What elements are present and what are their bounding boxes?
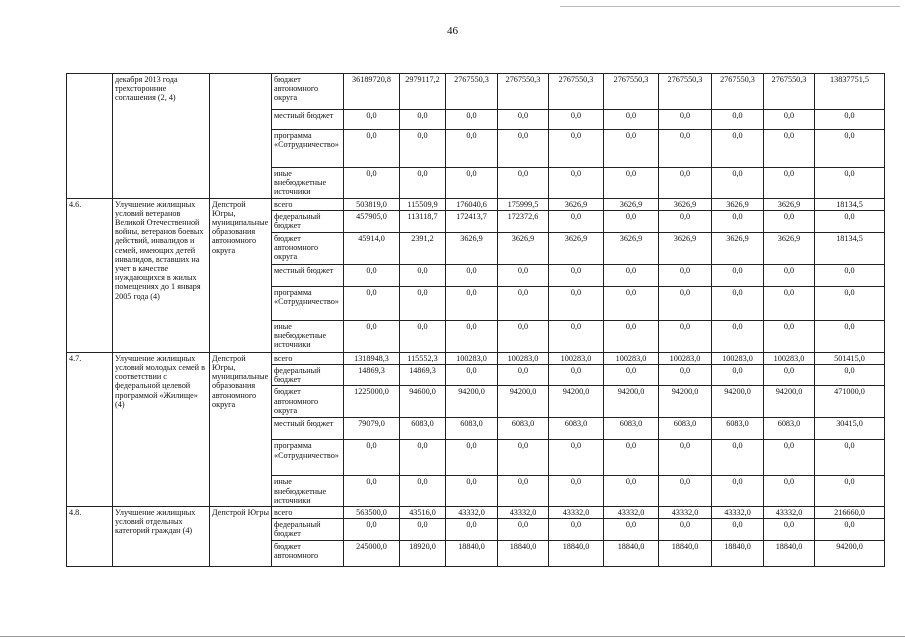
amount-cell: 100283,0 — [498, 352, 549, 364]
amount-cell: 0,0 — [604, 110, 659, 130]
amount-cell: 0,0 — [446, 168, 498, 199]
amount-cell: 6083,0 — [604, 418, 659, 440]
amount-cell: 0,0 — [549, 519, 604, 540]
amount-cell: 0,0 — [446, 365, 498, 386]
amount-cell: 36189720,8 — [344, 74, 400, 110]
amount-cell: 0,0 — [764, 519, 815, 540]
amount-cell: 6083,0 — [400, 418, 446, 440]
amount-cell: 0,0 — [549, 130, 604, 168]
page-number: 46 — [447, 25, 458, 37]
amount-cell: 0,0 — [604, 519, 659, 540]
amount-cell: 0,0 — [815, 440, 885, 476]
amount-cell: 13837751,5 — [815, 74, 885, 110]
amount-cell: 0,0 — [815, 286, 885, 320]
amount-cell: 100283,0 — [764, 352, 815, 364]
amount-cell: 0,0 — [549, 286, 604, 320]
amount-cell: 100283,0 — [604, 352, 659, 364]
amount-cell: 3626,9 — [604, 198, 659, 210]
amount-cell: 94200,0 — [604, 386, 659, 418]
executor: Депстрой Югры — [210, 507, 272, 567]
amount-cell: 0,0 — [604, 210, 659, 232]
amount-cell: 0,0 — [498, 440, 549, 476]
amount-cell: 94200,0 — [764, 386, 815, 418]
amount-cell: 115509,9 — [400, 198, 446, 210]
amount-cell: 0,0 — [344, 519, 400, 540]
amount-cell: 0,0 — [815, 130, 885, 168]
scan-edge-bottom — [0, 636, 905, 637]
amount-cell: 1225000,0 — [344, 386, 400, 418]
amount-cell: 0,0 — [659, 130, 712, 168]
amount-cell: 245000,0 — [344, 540, 400, 566]
amount-cell: 0,0 — [498, 110, 549, 130]
amount-cell: 0,0 — [712, 476, 764, 507]
amount-cell: 94200,0 — [659, 386, 712, 418]
amount-cell: 100283,0 — [712, 352, 764, 364]
amount-cell: 0,0 — [549, 110, 604, 130]
amount-cell: 0,0 — [712, 320, 764, 352]
amount-cell: 100283,0 — [549, 352, 604, 364]
amount-cell: 0,0 — [659, 286, 712, 320]
amount-cell: 0,0 — [400, 168, 446, 199]
amount-cell: 0,0 — [400, 110, 446, 130]
amount-cell: 2767550,3 — [604, 74, 659, 110]
amount-cell: 0,0 — [815, 519, 885, 540]
amount-cell: 0,0 — [604, 168, 659, 199]
amount-cell: 0,0 — [659, 320, 712, 352]
amount-cell: 175999,5 — [498, 198, 549, 210]
amount-cell: 0,0 — [815, 210, 885, 232]
amount-cell: 0,0 — [344, 264, 400, 286]
funding-source: местный бюджет — [272, 418, 344, 440]
amount-cell: 43332,0 — [604, 507, 659, 519]
amount-cell: 0,0 — [446, 286, 498, 320]
amount-cell: 94200,0 — [446, 386, 498, 418]
amount-cell: 0,0 — [549, 264, 604, 286]
executor: Депстрой Югры, муниципальные образования автономного округа — [210, 352, 272, 506]
amount-cell: 0,0 — [604, 130, 659, 168]
amount-cell: 0,0 — [764, 130, 815, 168]
amount-cell: 0,0 — [815, 365, 885, 386]
amount-cell: 43332,0 — [446, 507, 498, 519]
amount-cell: 94600,0 — [400, 386, 446, 418]
item-number: 4.8. — [67, 507, 113, 567]
funding-source: бюджет автономного округа — [272, 386, 344, 418]
amount-cell: 0,0 — [712, 210, 764, 232]
amount-cell: 100283,0 — [659, 352, 712, 364]
amount-cell: 100283,0 — [446, 352, 498, 364]
amount-cell: 18840,0 — [498, 540, 549, 566]
amount-cell: 0,0 — [659, 264, 712, 286]
amount-cell: 0,0 — [446, 110, 498, 130]
amount-cell: 216660,0 — [815, 507, 885, 519]
amount-cell: 6083,0 — [498, 418, 549, 440]
amount-cell: 0,0 — [344, 168, 400, 199]
amount-cell: 3626,9 — [764, 198, 815, 210]
item-number: 4.6. — [67, 198, 113, 352]
amount-cell: 0,0 — [344, 320, 400, 352]
amount-cell: 0,0 — [712, 440, 764, 476]
amount-cell: 0,0 — [764, 476, 815, 507]
amount-cell: 0,0 — [712, 519, 764, 540]
budget-table-body — [67, 74, 885, 567]
amount-cell: 457905,0 — [344, 210, 400, 232]
amount-cell: 563500,0 — [344, 507, 400, 519]
amount-cell: 2391,2 — [400, 232, 446, 264]
funding-source: иные внебюджетные источники — [272, 320, 344, 352]
amount-cell: 0,0 — [400, 519, 446, 540]
funding-source: всего — [272, 352, 344, 364]
amount-cell: 0,0 — [712, 168, 764, 199]
amount-cell: 14869,3 — [344, 365, 400, 386]
amount-cell: 0,0 — [712, 286, 764, 320]
amount-cell: 0,0 — [659, 440, 712, 476]
amount-cell: 0,0 — [498, 286, 549, 320]
amount-cell: 3626,9 — [549, 232, 604, 264]
amount-cell: 43332,0 — [764, 507, 815, 519]
amount-cell: 3626,9 — [498, 232, 549, 264]
amount-cell: 0,0 — [498, 130, 549, 168]
amount-cell: 0,0 — [604, 286, 659, 320]
funding-source: программа «Сотрудничество» — [272, 130, 344, 168]
amount-cell: 3626,9 — [549, 198, 604, 210]
amount-cell: 0,0 — [549, 210, 604, 232]
table-row — [67, 198, 885, 210]
amount-cell: 0,0 — [712, 365, 764, 386]
amount-cell: 2767550,3 — [659, 74, 712, 110]
amount-cell: 0,0 — [659, 365, 712, 386]
amount-cell: 0,0 — [712, 264, 764, 286]
amount-cell: 43332,0 — [498, 507, 549, 519]
amount-cell: 0,0 — [549, 440, 604, 476]
amount-cell: 3626,9 — [764, 232, 815, 264]
amount-cell: 3626,9 — [604, 232, 659, 264]
amount-cell: 0,0 — [815, 476, 885, 507]
measure-name: Улучшение жилищных условий ветеранов Великой Отечественной войны, ветеранов боевых действий, инвалидов и семей, имеющих детей инвалидов, вставших на учет в качестве нуждающихся в жилых помещениях до 1 января 2005 года (4) — [113, 198, 210, 352]
amount-cell: 172372,6 — [498, 210, 549, 232]
amount-cell: 0,0 — [764, 264, 815, 286]
funding-source: всего — [272, 507, 344, 519]
funding-source: бюджет автономного округа — [272, 232, 344, 264]
amount-cell: 0,0 — [498, 519, 549, 540]
amount-cell: 0,0 — [815, 110, 885, 130]
amount-cell: 43332,0 — [659, 507, 712, 519]
amount-cell: 14869,3 — [400, 365, 446, 386]
amount-cell: 0,0 — [764, 365, 815, 386]
amount-cell: 0,0 — [446, 320, 498, 352]
funding-source: местный бюджет — [272, 110, 344, 130]
budget-table — [66, 73, 885, 567]
amount-cell: 0,0 — [712, 110, 764, 130]
amount-cell: 172413,7 — [446, 210, 498, 232]
amount-cell: 3626,9 — [446, 232, 498, 264]
amount-cell: 0,0 — [344, 286, 400, 320]
measure-name: декабря 2013 года трехсторонние соглашения (2, 4) — [113, 74, 210, 199]
amount-cell: 18840,0 — [764, 540, 815, 566]
table-row — [67, 507, 885, 519]
amount-cell: 0,0 — [446, 476, 498, 507]
amount-cell: 0,0 — [549, 476, 604, 507]
amount-cell: 0,0 — [400, 130, 446, 168]
item-number — [67, 74, 113, 199]
funding-source: программа «Сотрудничество» — [272, 440, 344, 476]
amount-cell: 0,0 — [659, 168, 712, 199]
amount-cell: 0,0 — [604, 365, 659, 386]
amount-cell: 2767550,3 — [764, 74, 815, 110]
amount-cell: 0,0 — [764, 440, 815, 476]
amount-cell: 0,0 — [604, 476, 659, 507]
amount-cell: 0,0 — [549, 320, 604, 352]
amount-cell: 0,0 — [400, 286, 446, 320]
amount-cell: 0,0 — [712, 130, 764, 168]
amount-cell: 6083,0 — [712, 418, 764, 440]
amount-cell: 94200,0 — [549, 386, 604, 418]
amount-cell: 0,0 — [400, 440, 446, 476]
amount-cell: 0,0 — [498, 264, 549, 286]
amount-cell: 0,0 — [659, 210, 712, 232]
amount-cell: 18840,0 — [549, 540, 604, 566]
amount-cell: 0,0 — [344, 110, 400, 130]
amount-cell: 0,0 — [764, 168, 815, 199]
amount-cell: 0,0 — [764, 110, 815, 130]
funding-source: федеральный бюджет — [272, 210, 344, 232]
amount-cell: 1318948,3 — [344, 352, 400, 364]
scan-edge-top — [560, 6, 900, 7]
amount-cell: 0,0 — [446, 130, 498, 168]
amount-cell: 0,0 — [815, 320, 885, 352]
amount-cell: 0,0 — [400, 264, 446, 286]
amount-cell: 0,0 — [446, 519, 498, 540]
amount-cell: 113118,7 — [400, 210, 446, 232]
amount-cell: 0,0 — [400, 320, 446, 352]
amount-cell: 30415,0 — [815, 418, 885, 440]
amount-cell: 0,0 — [344, 130, 400, 168]
amount-cell: 6083,0 — [446, 418, 498, 440]
amount-cell: 94200,0 — [712, 386, 764, 418]
amount-cell: 18134,5 — [815, 198, 885, 210]
amount-cell: 18840,0 — [604, 540, 659, 566]
amount-cell: 0,0 — [604, 264, 659, 286]
amount-cell: 176040,6 — [446, 198, 498, 210]
amount-cell: 6083,0 — [549, 418, 604, 440]
amount-cell: 503819,0 — [344, 198, 400, 210]
amount-cell: 0,0 — [400, 476, 446, 507]
amount-cell: 0,0 — [549, 365, 604, 386]
amount-cell: 0,0 — [815, 264, 885, 286]
amount-cell: 3626,9 — [659, 232, 712, 264]
amount-cell: 0,0 — [659, 476, 712, 507]
amount-cell: 45914,0 — [344, 232, 400, 264]
amount-cell: 43516,0 — [400, 507, 446, 519]
amount-cell: 115552,3 — [400, 352, 446, 364]
item-number: 4.7. — [67, 352, 113, 506]
funding-source: федеральный бюджет — [272, 365, 344, 386]
amount-cell: 501415,0 — [815, 352, 885, 364]
amount-cell: 18134,5 — [815, 232, 885, 264]
amount-cell: 2767550,3 — [712, 74, 764, 110]
amount-cell: 0,0 — [659, 519, 712, 540]
amount-cell: 3626,9 — [659, 198, 712, 210]
funding-source: местный бюджет — [272, 264, 344, 286]
funding-source: всего — [272, 198, 344, 210]
amount-cell: 471000,0 — [815, 386, 885, 418]
measure-name: Улучшение жилищных условий отдельных категорий граждан (4) — [113, 507, 210, 567]
amount-cell: 43332,0 — [712, 507, 764, 519]
amount-cell: 0,0 — [446, 264, 498, 286]
funding-source: федеральный бюджет — [272, 519, 344, 540]
amount-cell: 43332,0 — [549, 507, 604, 519]
amount-cell: 0,0 — [344, 440, 400, 476]
amount-cell: 6083,0 — [659, 418, 712, 440]
executor — [210, 74, 272, 199]
amount-cell: 94200,0 — [498, 386, 549, 418]
funding-source: иные внебюджетные источники — [272, 168, 344, 199]
amount-cell: 18920,0 — [400, 540, 446, 566]
amount-cell: 0,0 — [764, 286, 815, 320]
amount-cell: 0,0 — [604, 440, 659, 476]
measure-name: Улучшение жилищных условий молодых семей в соответствии с федеральной целевой программой «Жилище» (4) — [113, 352, 210, 506]
amount-cell: 18840,0 — [446, 540, 498, 566]
amount-cell: 2979117,2 — [400, 74, 446, 110]
amount-cell: 0,0 — [549, 168, 604, 199]
amount-cell: 0,0 — [764, 210, 815, 232]
funding-source: бюджет автономного округа — [272, 74, 344, 110]
amount-cell: 3626,9 — [712, 198, 764, 210]
funding-source: программа «Сотрудничество» — [272, 286, 344, 320]
amount-cell: 2767550,3 — [498, 74, 549, 110]
amount-cell: 0,0 — [446, 440, 498, 476]
amount-cell: 0,0 — [498, 476, 549, 507]
amount-cell: 2767550,3 — [446, 74, 498, 110]
amount-cell: 0,0 — [498, 168, 549, 199]
amount-cell: 79079,0 — [344, 418, 400, 440]
amount-cell: 0,0 — [659, 110, 712, 130]
amount-cell: 3626,9 — [712, 232, 764, 264]
amount-cell: 0,0 — [604, 320, 659, 352]
amount-cell: 6083,0 — [764, 418, 815, 440]
table-row — [67, 352, 885, 364]
table-row — [67, 74, 885, 110]
executor: Депстрой Югры, муниципальные образования автономного округа — [210, 198, 272, 352]
funding-source: бюджет автономного — [272, 540, 344, 566]
amount-cell: 0,0 — [498, 320, 549, 352]
amount-cell: 94200,0 — [815, 540, 885, 566]
amount-cell: 0,0 — [815, 168, 885, 199]
amount-cell: 2767550,3 — [549, 74, 604, 110]
amount-cell: 0,0 — [344, 476, 400, 507]
funding-source: иные внебюджетные источники — [272, 476, 344, 507]
amount-cell: 0,0 — [498, 365, 549, 386]
amount-cell: 0,0 — [764, 320, 815, 352]
amount-cell: 18840,0 — [659, 540, 712, 566]
amount-cell: 18840,0 — [712, 540, 764, 566]
